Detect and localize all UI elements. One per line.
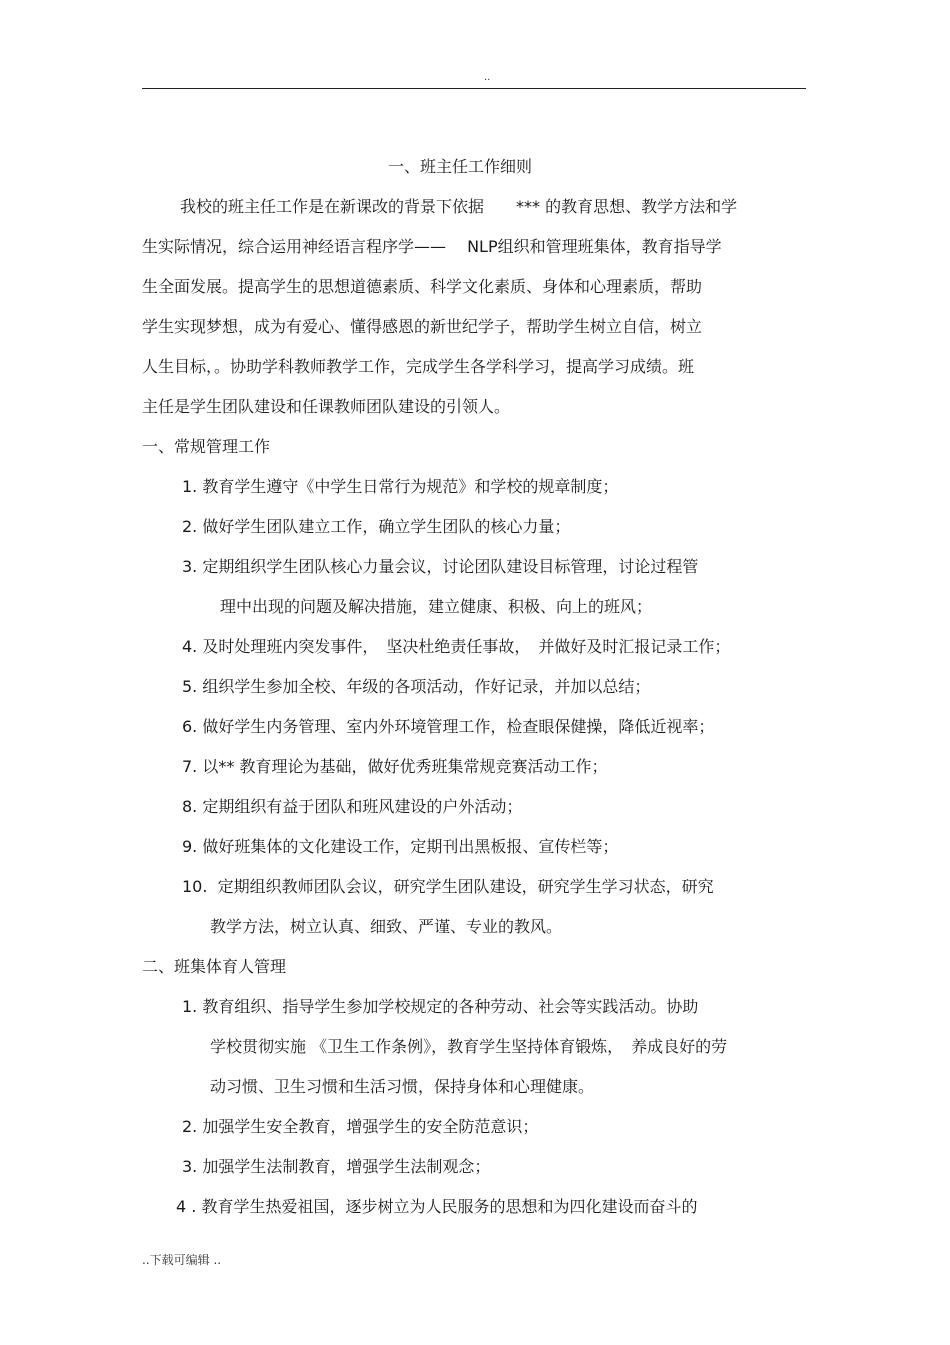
item-number: 8. <box>182 797 198 816</box>
intro-line: 我校的班主任工作是在新课改的背景下依据 *** 的教育思想、教学方法和学 <box>180 197 738 216</box>
list-item <box>182 636 730 658</box>
intro-line: 生实际情况，综合运用神经语言程序学—— NLP组织和管理班集体，教育指导学 <box>142 237 722 256</box>
item-text: 做好学生团队建立工作，确立学生团队的核心力量； <box>202 517 571 536</box>
page-footer: ..下载可编辑 .. <box>142 1253 222 1267</box>
item-number: 4 . <box>176 1197 197 1216</box>
item-number: 4. <box>182 637 198 656</box>
intro-line: 学生实现梦想，成为有爱心、懂得感恩的新世纪学子，帮助学生树立自信，树立 <box>142 317 703 336</box>
item-text: 组织学生参加全校、年级的各项活动，作好记录，并加以总结； <box>202 677 651 696</box>
document-title: 一、班主任工作细则 <box>388 157 533 176</box>
item-number: 10. <box>182 877 208 896</box>
item-continuation: 教学方法，树立认真、细致、严谨、专业的教风。 <box>210 917 563 936</box>
list-item <box>182 1156 490 1178</box>
item-continuation: 理中出现的问题及解决措施，建立健康、积极、向上的班风； <box>220 597 653 616</box>
item-number: 2. <box>182 1117 198 1136</box>
list-item <box>182 676 650 698</box>
item-text: 定期组织学生团队核心力量会议，讨论团队建设目标管理，讨论过程管 <box>202 557 699 576</box>
list-item <box>182 876 714 898</box>
item-number: 6. <box>182 717 198 736</box>
list-item <box>182 516 570 538</box>
list-item <box>182 556 698 578</box>
item-number: 7. <box>182 757 198 776</box>
item-text: 定期组织教师团队会议，研究学生团队建设，研究学生学习状态，研究 <box>217 877 714 896</box>
list-item <box>176 1196 697 1218</box>
item-text: 做好班集体的文化建设工作，定期刊出黑板报、宣传栏等； <box>202 837 619 856</box>
item-text: 及时处理班内突发事件， 坚决杜绝责任事故， 并做好及时汇报记录工作； <box>202 637 731 656</box>
item-number: 9. <box>182 837 198 856</box>
item-text: 加强学生安全教育，增强学生的安全防范意识； <box>202 1117 539 1136</box>
section-heading: 二、班集体育人管理 <box>142 957 287 976</box>
item-number: 2. <box>182 517 198 536</box>
list-item <box>182 716 714 738</box>
list-item <box>182 1116 538 1138</box>
item-text: 教育组织、指导学生参加学校规定的各种劳动、社会等实践活动。协助 <box>202 997 699 1016</box>
list-item <box>182 756 607 778</box>
list-item <box>182 996 698 1018</box>
item-text: 以** 教育理论为基础，做好优秀班集常规竞赛活动工作； <box>202 757 608 776</box>
header-rule <box>142 88 806 89</box>
item-number: 1. <box>182 477 198 496</box>
item-text: 教育学生遵守《中学生日常行为规范》和学校的规章制度； <box>202 477 619 496</box>
item-number: 3. <box>182 1157 198 1176</box>
intro-line: 生全面发展。提高学生的思想道德素质、科学文化素质、身体和心理素质，帮助 <box>142 277 703 296</box>
item-text: 加强学生法制教育，增强学生法制观念； <box>202 1157 491 1176</box>
list-item <box>182 796 522 818</box>
header-mark: .. <box>484 72 491 83</box>
item-continuation: 学校贯彻实施 《卫生工作条例》，教育学生坚持体育锻炼， 养成良好的劳 <box>210 1037 728 1056</box>
item-continuation: 动习惯、卫生习惯和生活习惯，保持身体和心理健康。 <box>210 1077 595 1096</box>
item-number: 1. <box>182 997 198 1016</box>
intro-line: 主任是学生团队建设和任课教师团队建设的引领人。 <box>142 397 511 416</box>
item-text: 做好学生内务管理、室内外环境管理工作，检查眼保健操，降低近视率； <box>202 717 715 736</box>
section-heading: 一、常规管理工作 <box>142 437 271 456</box>
item-text: 教育学生热爱祖国，逐步树立为人民服务的思想和为四化建设而奋斗的 <box>201 1197 698 1216</box>
item-text: 定期组织有益于团队和班风建设的户外活动； <box>202 797 523 816</box>
intro-line: 人生目标，。协助学科教师教学工作，完成学生各学科学习，提高学习成绩。班 <box>142 357 695 376</box>
item-number: 5. <box>182 677 198 696</box>
list-item <box>182 836 618 858</box>
list-item <box>182 476 618 498</box>
item-number: 3. <box>182 557 198 576</box>
